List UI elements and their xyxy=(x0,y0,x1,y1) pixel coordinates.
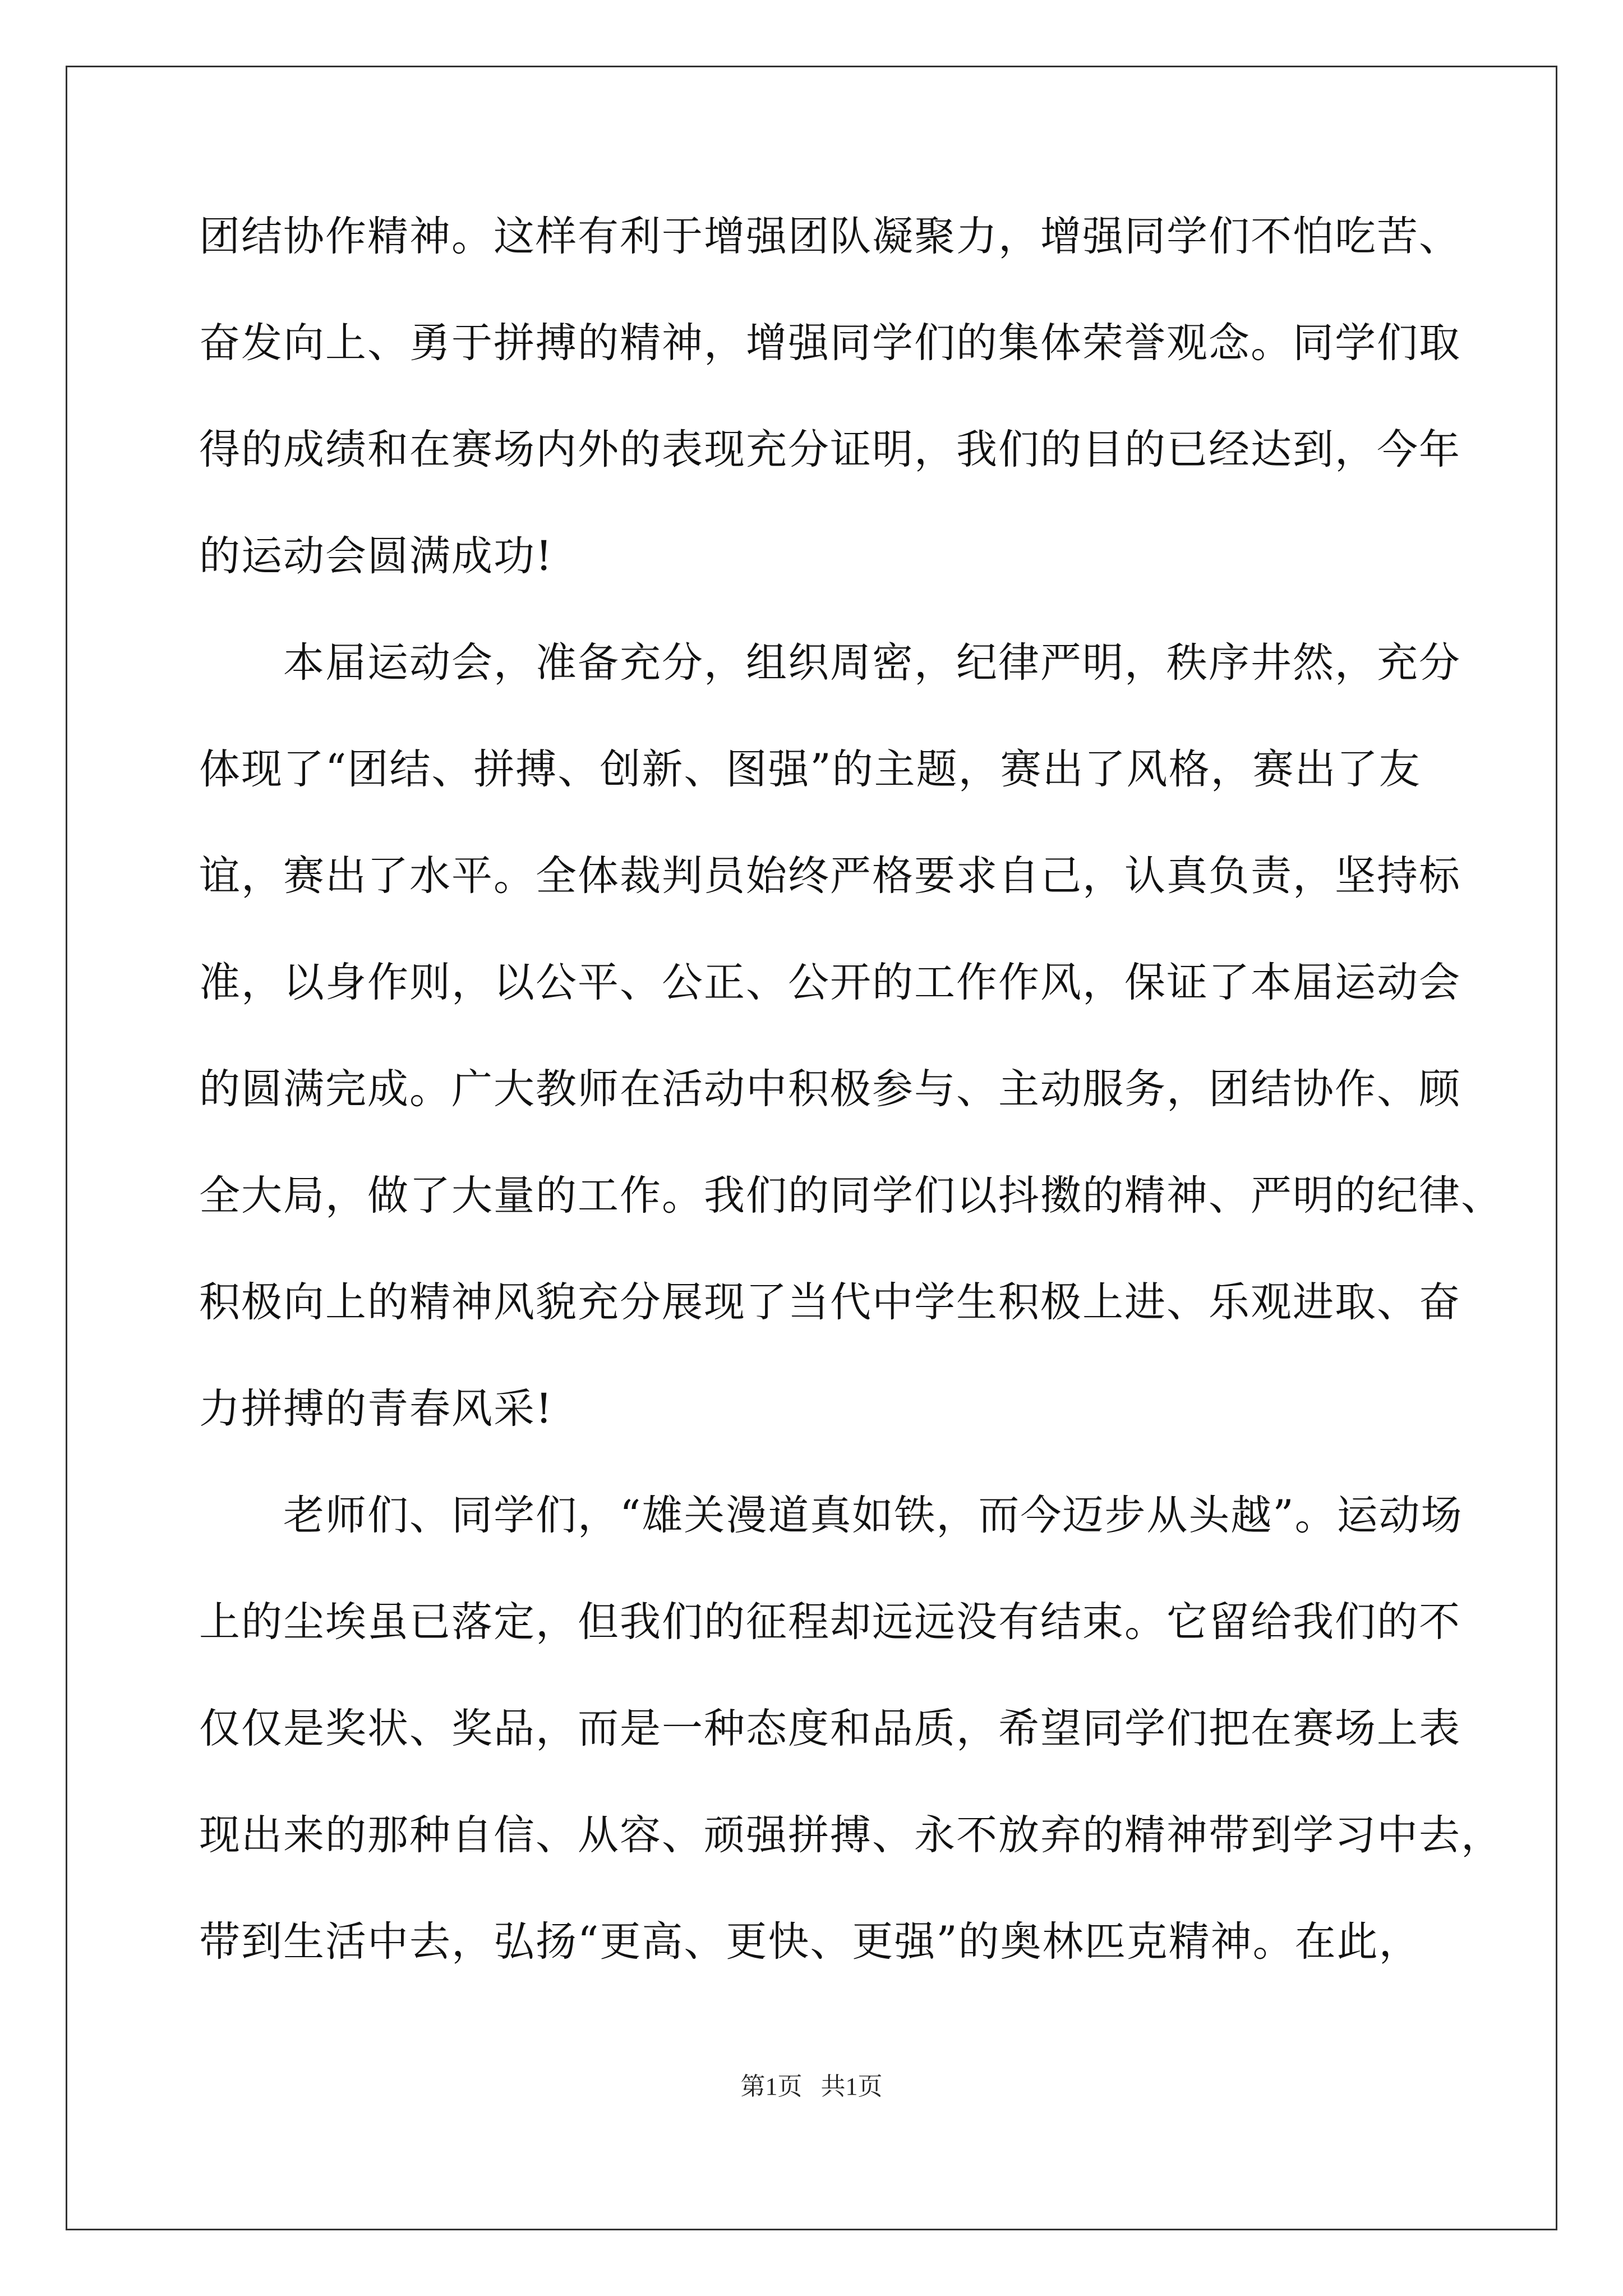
text-line: 得的成绩和在赛场内外的表现充分证明，我们的目的已经达到，今年 xyxy=(199,426,1461,473)
text-line: 仅仅是奖状、奖品，而是一种态度和品质，希望同学们把在赛场上表 xyxy=(199,1705,1461,1752)
text-line: 的运动会圆满成功! xyxy=(199,532,554,580)
text-line: 全大局，做了大量的工作。我们的同学们以抖擞的精神、严明的纪律、 xyxy=(199,1172,1503,1220)
document-body xyxy=(199,213,1503,2028)
text-line: 团结协作精神。这样有利于增强团队凝聚力，增强同学们不怕吃苦、 xyxy=(199,213,1461,260)
text-line: 准，以身作则，以公平、公正、公开的工作作风，保证了本届运动会 xyxy=(199,959,1461,1006)
text-line: 现出来的那种自信、从容、顽强拼搏、永不放弃的精神带到学习中去， xyxy=(199,1811,1503,1859)
text-line: 奋发向上、勇于拼搏的精神，增强同学们的集体荣誉观念。同学们取 xyxy=(199,319,1461,367)
paragraph-first-line: 本届运动会，准备充分，组织周密，纪律严明，秩序井然，充分 xyxy=(283,639,1461,687)
text-line: 谊，赛出了水平。全体裁判员始终严格要求自己，认真负责，坚持标 xyxy=(199,852,1461,900)
text-line: 的圆满完成。广大教师在活动中积极参与、主动服务，团结协作、顾 xyxy=(199,1065,1461,1113)
text-line: 上的尘埃虽已落定，但我们的征程却远远没有结束。它留给我们的不 xyxy=(199,1598,1461,1646)
text-line: 带到生活中去，弘扬“更高、更快、更强”的奥林匹克精神。在此， xyxy=(199,1918,1421,1966)
text-line: 体现了“团结、拼搏、创新、图强”的主题，赛出了风格，赛出了友 xyxy=(199,746,1421,793)
text-line: 积极向上的精神风貌充分展现了当代中学生积极上进、乐观进取、奋 xyxy=(199,1278,1461,1326)
page-number-footer: 第1页 共1页 xyxy=(740,2073,883,2100)
text-line: 力拼搏的青春风采! xyxy=(199,1385,554,1433)
paragraph-first-line: 老师们、同学们，“雄关漫道真如铁，而今迈步从头越”。运动场 xyxy=(283,1492,1463,1539)
